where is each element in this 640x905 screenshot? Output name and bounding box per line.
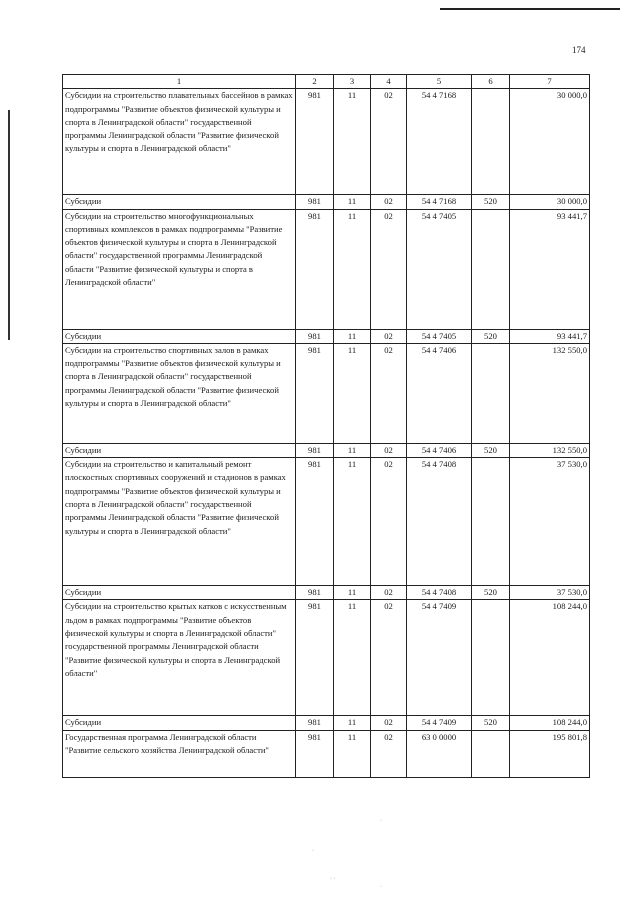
row-sum: 93 441,7 — [510, 209, 590, 329]
row-sum: 93 441,7 — [510, 329, 590, 343]
row-gr: 981 — [296, 730, 334, 777]
scan-artifact: · — [312, 848, 314, 854]
table-row — [63, 329, 590, 343]
row-sum: 132 550,0 — [510, 343, 590, 443]
row-gr: 981 — [296, 600, 334, 716]
row-name: Субсидии — [63, 195, 296, 209]
scan-margin-mark — [8, 110, 10, 340]
row-csr: 54 4 7406 — [407, 343, 472, 443]
table-row — [63, 600, 590, 716]
row-sum: 37 530,0 — [510, 586, 590, 600]
row-vr: 520 — [472, 586, 510, 600]
row-pr: 02 — [371, 730, 407, 777]
row-rz: 11 — [334, 195, 371, 209]
header-col-2: 2 — [296, 75, 334, 89]
row-rz: 11 — [334, 343, 371, 443]
table-row — [63, 458, 590, 586]
top-border-line — [440, 8, 620, 10]
row-csr: 54 4 7409 — [407, 600, 472, 716]
row-pr: 02 — [371, 600, 407, 716]
row-csr: 63 0 0000 — [407, 730, 472, 777]
scan-artifact: · — [380, 884, 382, 890]
row-name: Субсидии — [63, 586, 296, 600]
row-gr: 981 — [296, 458, 334, 586]
row-pr: 02 — [371, 209, 407, 329]
budget-table — [62, 74, 590, 778]
row-sum: 37 530,0 — [510, 458, 590, 586]
row-vr — [472, 343, 510, 443]
row-rz: 11 — [334, 730, 371, 777]
row-name: Субсидии на строительство спортивных залов в рамках подпрограммы "Развитие объектов физической культуры и спорта в Ленинградской области" государственной программы Ленинградской области "Развитие физической культуры и спорта в Ленинградской области" — [63, 343, 296, 443]
row-gr: 981 — [296, 329, 334, 343]
row-rz: 11 — [334, 586, 371, 600]
row-vr: 520 — [472, 716, 510, 730]
row-csr: 54 4 7405 — [407, 209, 472, 329]
row-name: Субсидии на строительство и капитальный ремонт плоскостных спортивных сооружений и стадионов в рамках подпрограммы "Развитие объектов физической культуры и спорта в Ленинградской области" государственной программы Ленинградской области "Развитие физической культуры и спорта в Ленинградской области" — [63, 458, 296, 586]
row-rz: 11 — [334, 443, 371, 457]
table-row — [63, 586, 590, 600]
row-rz: 11 — [334, 209, 371, 329]
row-name: Субсидии — [63, 329, 296, 343]
header-col-3: 3 — [334, 75, 371, 89]
row-gr: 981 — [296, 209, 334, 329]
row-rz: 11 — [334, 716, 371, 730]
row-vr — [472, 600, 510, 716]
row-pr: 02 — [371, 716, 407, 730]
column-number-row — [63, 75, 590, 89]
row-gr: 981 — [296, 343, 334, 443]
row-vr — [472, 458, 510, 586]
row-vr: 520 — [472, 329, 510, 343]
row-vr — [472, 209, 510, 329]
header-col-4: 4 — [371, 75, 407, 89]
row-name: Субсидии на строительство крытых катков с искусственным льдом в рамках подпрограммы "Развитие объектов физической культуры и спорта в Ленинградской области" государственной программы Ленинградской области "Развитие физической культуры и спорта в Ленинградской области" — [63, 600, 296, 716]
row-pr: 02 — [371, 89, 407, 195]
row-pr: 02 — [371, 195, 407, 209]
row-pr: 02 — [371, 329, 407, 343]
table-row — [63, 209, 590, 329]
table-row — [63, 730, 590, 777]
row-csr: 54 4 7406 — [407, 443, 472, 457]
row-rz: 11 — [334, 329, 371, 343]
row-name: Субсидии на строительство плавательных бассейнов в рамках подпрограммы "Развитие объектов физической культуры и спорта в Ленинградской области" государственной программы Ленинградской области "Развитие физической культуры и спорта в Ленинградской области" — [63, 89, 296, 195]
table-row — [63, 195, 590, 209]
row-rz: 11 — [334, 458, 371, 586]
row-csr: 54 4 7405 — [407, 329, 472, 343]
row-pr: 02 — [371, 343, 407, 443]
row-name: Государственная программа Ленинградской области "Развитие сельского хозяйства Ленинградской области" — [63, 730, 296, 777]
row-pr: 02 — [371, 443, 407, 457]
row-gr: 981 — [296, 586, 334, 600]
table-row — [63, 443, 590, 457]
row-vr — [472, 89, 510, 195]
table-row — [63, 89, 590, 195]
row-csr: 54 4 7168 — [407, 89, 472, 195]
row-name: Субсидии на строительство многофункциональных спортивных комплексов в рамках подпрограммы "Развитие объектов физической культуры и спорта в Ленинградской области" государственной программы Ленинградской области "Развитие физической культуры и спорта в Ленинградской области" — [63, 209, 296, 329]
header-col-1: 1 — [63, 75, 296, 89]
row-csr: 54 4 7408 — [407, 458, 472, 586]
table-row — [63, 716, 590, 730]
page-number: 174 — [572, 45, 586, 55]
row-vr: 520 — [472, 195, 510, 209]
row-csr: 54 4 7409 — [407, 716, 472, 730]
row-name: Субсидии — [63, 716, 296, 730]
row-gr: 981 — [296, 195, 334, 209]
row-sum: 108 244,0 — [510, 716, 590, 730]
row-sum: 195 801,8 — [510, 730, 590, 777]
row-gr: 981 — [296, 443, 334, 457]
row-pr: 02 — [371, 586, 407, 600]
row-sum: 108 244,0 — [510, 600, 590, 716]
row-name: Субсидии — [63, 443, 296, 457]
scan-artifact: · · — [330, 876, 336, 882]
row-csr: 54 4 7168 — [407, 195, 472, 209]
row-gr: 981 — [296, 716, 334, 730]
header-col-5: 5 — [407, 75, 472, 89]
row-sum: 30 000,0 — [510, 195, 590, 209]
row-rz: 11 — [334, 89, 371, 195]
row-sum: 30 000,0 — [510, 89, 590, 195]
scan-artifact: · — [380, 818, 382, 824]
row-vr — [472, 730, 510, 777]
row-csr: 54 4 7408 — [407, 586, 472, 600]
header-col-6: 6 — [472, 75, 510, 89]
row-vr: 520 — [472, 443, 510, 457]
row-gr: 981 — [296, 89, 334, 195]
row-pr: 02 — [371, 458, 407, 586]
header-col-7: 7 — [510, 75, 590, 89]
table-row — [63, 343, 590, 443]
row-sum: 132 550,0 — [510, 443, 590, 457]
row-rz: 11 — [334, 600, 371, 716]
